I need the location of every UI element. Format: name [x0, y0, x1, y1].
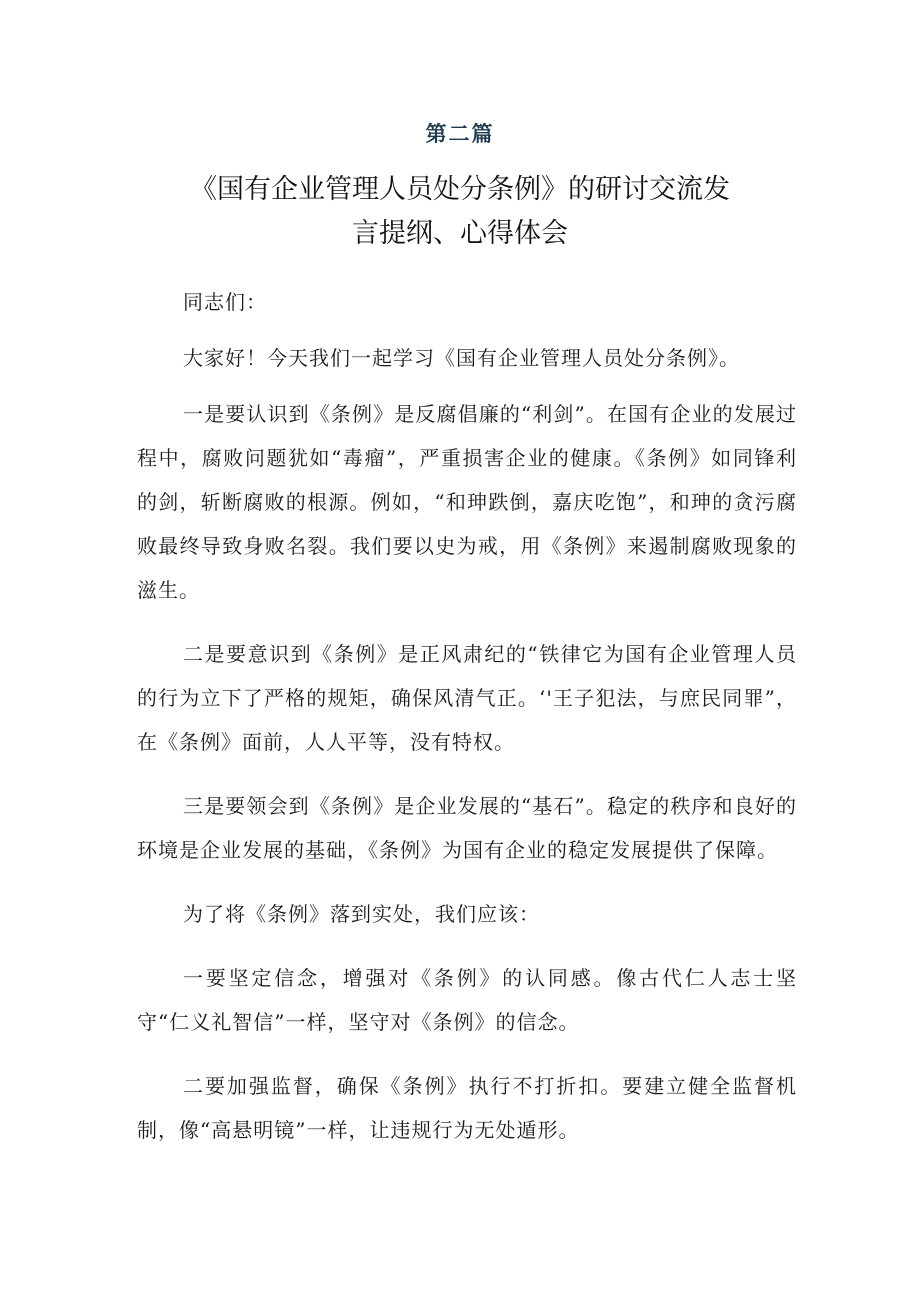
- paragraph-actions-intro: 为了将《条例》落到实处，我们应该：: [183, 902, 540, 926]
- paragraph-point-2: 二是要意识到《条例》是正风肃纪的“铁律它为国有企业管理人员的行为立下了严格的规矩，确保风清气正。‘'王子犯法，与庶民同罪”，在《条例》面前，人人平等，没有特权。: [137, 642, 797, 754]
- paragraph-point-3: 三是要领会到《条例》是企业发展的“基石”。稳定的秩序和良好的环境是企业发展的基础，《条例》为国有企业的稳定发展提供了保障。: [137, 794, 797, 862]
- paragraph-action-1: 一要坚定信念，增强对《条例》的认同感。像古代仁人志士坚守“仁义礼智信”一样，坚守对《条例》的信念。: [137, 966, 797, 1034]
- document-body: [137, 280, 797, 1152]
- paragraph-greeting: 大家好！今天我们一起学习《国有企业管理人员处分条例》。: [183, 346, 740, 370]
- title-line-1: 《国有企业管理人员处分条例》的研讨交流发: [190, 174, 730, 205]
- document-title: [120, 168, 800, 256]
- salutation: 同志们：: [183, 290, 267, 314]
- paragraph-point-1: 一是要认识到《条例》是反腐倡廉的“利剑”。在国有企业的发展过程中，腐败问题犹如“毒瘤”，严重损害企业的健康。《条例》如同锋利的剑，斩断腐败的根源。例如，“和珅跌倒，嘉庆吃饱”，和珅的贪污腐败最终导致身败名裂。我们要以史为戒，用《条例》来遏制腐败现象的滋生。: [137, 402, 797, 602]
- paragraph-action-2: 二要加强监督，确保《条例》执行不打折扣。要建立健全监督机制，像“高悬明镜”一样，让违规行为无处遁形。: [137, 1074, 797, 1142]
- title-line-2: 言提纲、心得体会: [352, 218, 568, 249]
- section-label: 第二篇: [425, 121, 495, 146]
